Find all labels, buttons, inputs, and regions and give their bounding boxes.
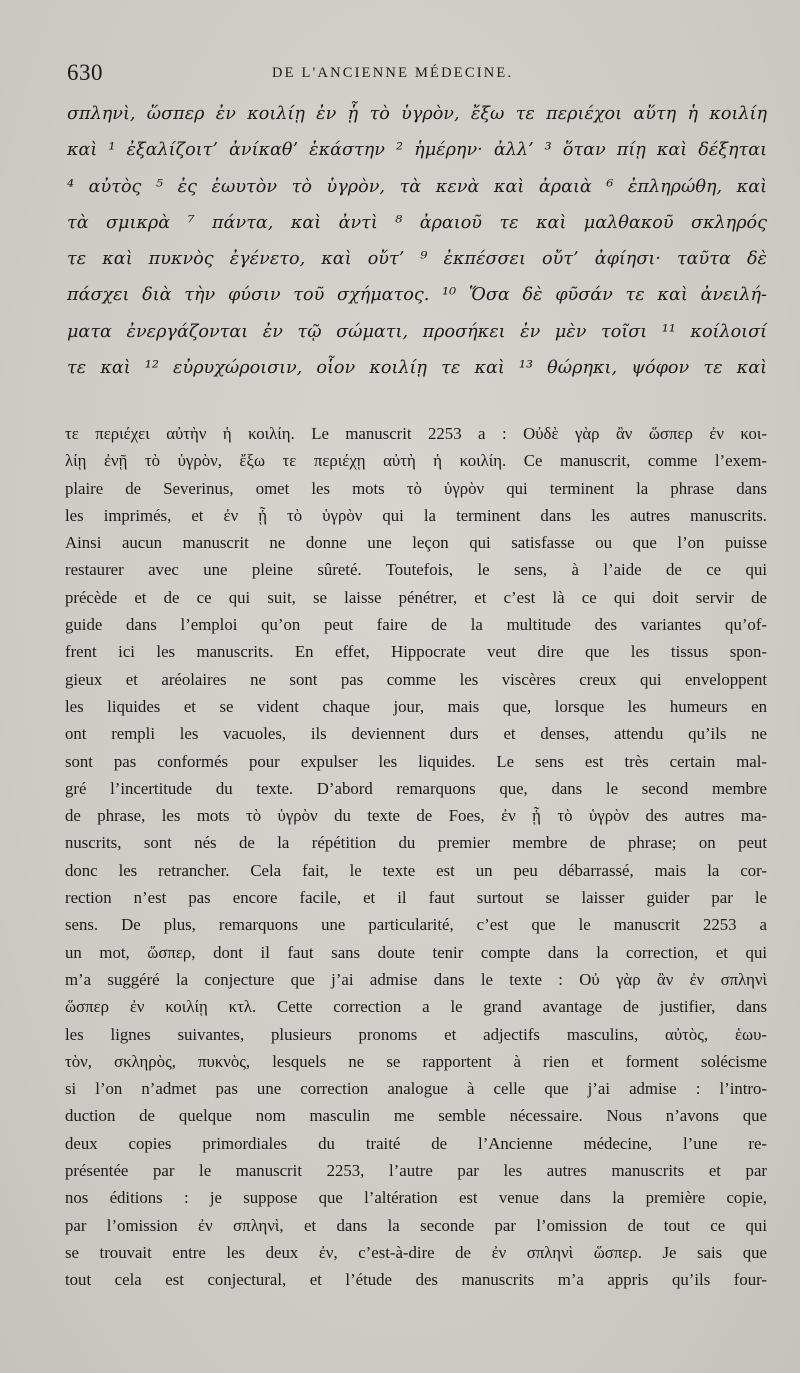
page-header [67,60,760,94]
greek-text-block [67,96,767,386]
running-head: DE L'ANCIENNE MÉDECINE. [272,65,514,81]
note-line: λίῃ ἐνῇ τὸ ὑγρὸν, ἔξω τε περιέχῃ αὐτὴ ἡ κοιλίη. Ce manuscrit, comme l’exem- [65,451,767,471]
note-line: si l’on n’admet pas une correction analogue à celle que j’ai admise : l’intro- [65,1079,767,1099]
note-line: ont rempli les vacuoles, ils deviennent durs et denses, attendu qu’ils ne [65,724,767,744]
greek-line: πάσχει διὰ τὴν φύσιν τοῦ σχήματος. ¹⁰ Ὅσα δὲ φῦσάν τε καὶ ἀνειλή- [67,285,767,306]
greek-line: σπληνὶ, ὥσπερ ἐν κοιλίῃ ἐν ᾗ τὸ ὑγρὸν, ἔξω τε περιέχοι αὕτη ἡ κοιλίη [67,104,767,124]
greek-line: ματα ἐνεργάζονται ἐν τῷ σώματι, προσήκει ἐν μὲν τοῖσι ¹¹ κοίλοισί [67,321,767,342]
greek-line: τε καὶ πυκνὸς ἐγένετο, καὶ οὔτ’ ⁹ ἐκπέσσει οὔτ’ ἀφίησι· ταῦτα δὲ [67,249,767,270]
note-line: gieux et aréolaires ne sont pas comme les viscères creux qui enveloppent [65,669,767,689]
note-line: précède et de ce qui suit, se laisse pénétrer, et c’est là ce qui doit servir de [65,587,767,607]
note-line: plaire de Severinus, omet les mots τὸ ὑγρὸν qui terminent la phrase dans [65,478,767,498]
note-line: Ainsi aucun manuscrit ne donne une leçon qui satisfasse ou que l’on puisse [65,533,767,553]
note-line: nos éditions : je suppose que l’altération est venue dans la première copie, [65,1188,767,1208]
note-line: τὸν, σκληρὸς, πυκνὸς, lesquels ne se rapportent à rien et forment solécisme [65,1051,767,1071]
note-line: nuscrits, sont nés de la répétition du premier membre de phrase; on peut [65,833,767,853]
note-line: de phrase, les mots τὸ ὑγρὸν du texte de Foes, ἐν ᾗ τὸ ὑγρὸν des autres ma- [65,806,767,826]
note-line: par l’omission ἐν σπληνὶ, et dans la seconde par l’omission de tout ce qui [65,1215,767,1235]
note-line: donc les retrancher. Cela fait, le texte est un peu débarrassé, mais la cor- [65,860,767,880]
note-line: ὥσπερ ἐν κοιλίῃ κτλ. Cette correction a le grand avantage de justifier, dans [65,997,767,1017]
note-line: duction de quelque nom masculin me semble nécessaire. Nous n’avons que [65,1106,767,1126]
note-line: tout cela est conjectural, et l’étude des manuscrits m’a appris qu’ils four- [65,1270,767,1290]
greek-line: τε καὶ ¹² εὐρυχώροισιν, οἷον κοιλίῃ τε καὶ ¹³ θώρηκι, ψόφον τε καὶ [67,358,767,379]
note-line: frent ici les manuscrits. En effet, Hippocrate veut dire que les tissus spon- [65,642,767,662]
note-line: se trouvait entre les deux ἐν, c’est-à-dire de ἐν σπληνὶ ὥσπερ. Je sais que [65,1242,767,1262]
greek-line: τὰ σμικρὰ ⁷ πάντα, καὶ ἀντὶ ⁸ ἀραιοῦ τε καὶ μαλθακοῦ σκληρός [67,212,767,233]
note-line: τε περιέχει αὐτὴν ἡ κοιλίη. Le manuscrit 2253 a : Οὐδὲ γὰρ ἂν ὥσπερ ἐν κοι- [65,424,767,443]
note-line: rection n’est pas encore facile, et il faut surtout se laisser guider par le [65,888,767,908]
note-line: guide dans l’emploi qu’on peut faire de la multitude des variantes qu’of- [65,615,767,635]
footnotes-block [65,420,767,1294]
note-line: présentée par le manuscrit 2253, l’autre par les autres manuscrits et par [65,1161,767,1181]
note-line: sens. De plus, remarquons une particularité, c’est que le manuscrit 2253 a [65,915,767,935]
note-line: gré l’incertitude du texte. D’abord remarquons que, dans le second membre [65,778,767,798]
note-line: restaurer avec une pleine sûreté. Toutefois, le sens, à l’aide de ce qui [65,560,767,580]
note-line: deux copies primordiales du traité de l’Ancienne médecine, l’une re- [65,1133,767,1153]
note-line: les imprimés, et ἐν ᾗ τὸ ὑγρὸν qui la terminent dans les autres manuscrits. [65,505,767,525]
greek-line: ⁴ αὐτὸς ⁵ ἐς ἑωυτὸν τὸ ὑγρὸν, τὰ κενὰ καὶ ἀραιὰ ⁶ ἐπληρώθη, καὶ [67,176,767,197]
page-number: 630 [67,60,103,85]
note-line: m’a suggéré la conjecture que j’ai admise dans le texte : Οὐ γὰρ ἂν ἐν σπληνὶ [65,969,767,989]
greek-line: καὶ ¹ ἐξαλίζοιτ’ ἀνίκαθ’ ἑκάστην ² ἡμέρην· ἀλλ’ ³ ὅταν πίῃ καὶ δέξηται [67,140,767,161]
note-line: un mot, ὥσπερ, dont il faut sans doute tenir compte dans la correction, et qui [65,942,767,962]
note-line: sont pas conformés pour expulser les liquides. Le sens est très certain mal- [65,751,767,771]
note-line: les liquides et se vident chaque jour, mais que, lorsque les humeurs en [65,696,767,716]
note-line: les lignes suivantes, plusieurs pronoms et adjectifs masculins, αὐτὸς, ἑωυ- [65,1024,767,1044]
